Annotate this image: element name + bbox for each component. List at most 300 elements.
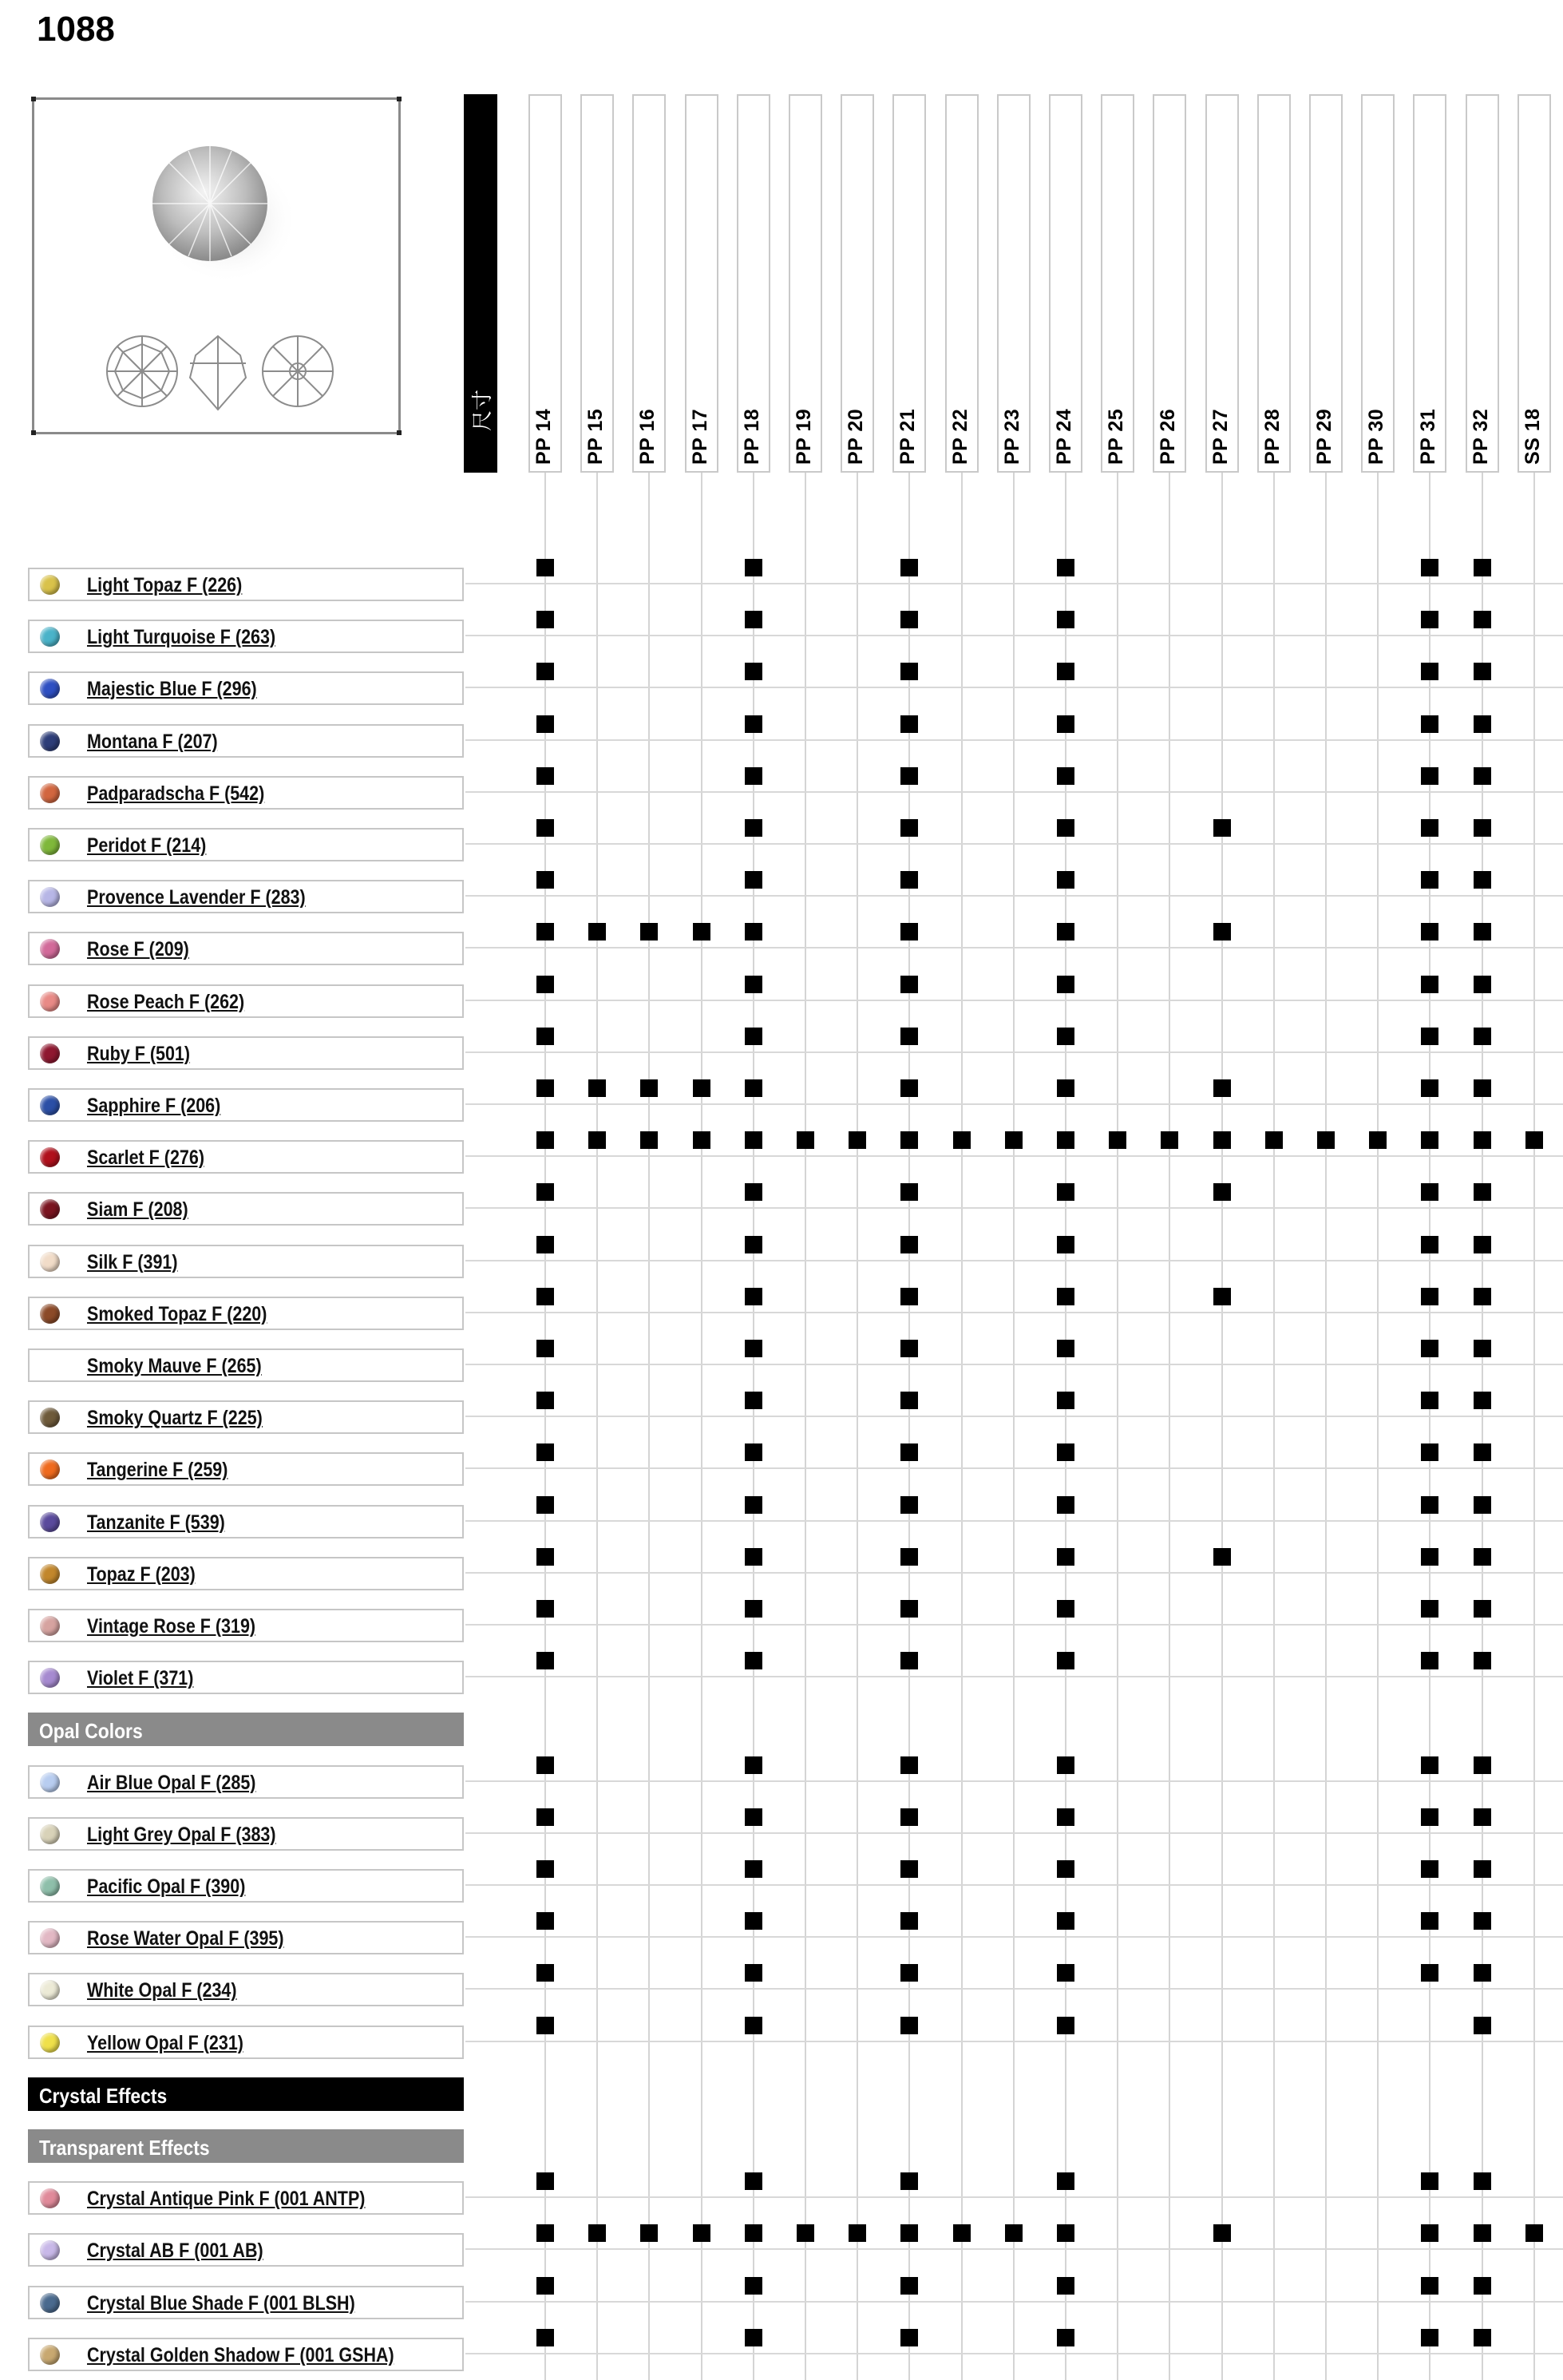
availability-mark bbox=[1421, 715, 1438, 733]
availability-mark bbox=[745, 2172, 762, 2190]
availability-mark bbox=[1057, 1496, 1074, 1514]
color-row bbox=[28, 724, 464, 758]
grid-row-line bbox=[465, 947, 1563, 948]
availability-mark bbox=[1421, 1652, 1438, 1669]
availability-mark bbox=[900, 1443, 918, 1461]
availability-mark bbox=[536, 715, 554, 733]
availability-mark bbox=[745, 1131, 762, 1149]
size-column-pp-27 bbox=[1205, 94, 1239, 473]
color-swatch-icon bbox=[40, 939, 60, 959]
size-column-label: PP 25 bbox=[1105, 408, 1128, 465]
color-swatch-icon bbox=[40, 2188, 60, 2208]
color-swatch-icon bbox=[40, 575, 60, 595]
availability-mark bbox=[1474, 2172, 1491, 2190]
grid-column-line bbox=[1482, 473, 1483, 2380]
grid-column-line bbox=[648, 473, 650, 2380]
color-name: Rose F (209) bbox=[87, 938, 189, 961]
size-column-label: PP 17 bbox=[688, 408, 711, 465]
size-column-pp-24 bbox=[1049, 94, 1082, 473]
grid-column-line bbox=[753, 473, 754, 2380]
availability-mark bbox=[1213, 1288, 1231, 1305]
availability-mark bbox=[693, 923, 710, 941]
availability-mark bbox=[640, 1131, 658, 1149]
availability-mark bbox=[1421, 1392, 1438, 1409]
color-swatch-icon bbox=[40, 2033, 60, 2053]
availability-mark bbox=[1057, 1079, 1074, 1097]
color-name: Rose Peach F (262) bbox=[87, 990, 245, 1013]
availability-mark bbox=[536, 2017, 554, 2034]
color-row bbox=[28, 1869, 464, 1903]
availability-mark bbox=[900, 923, 918, 941]
availability-mark bbox=[1421, 2277, 1438, 2295]
availability-mark bbox=[536, 2277, 554, 2295]
availability-mark bbox=[1474, 1288, 1491, 1305]
grid-row-line bbox=[465, 1260, 1563, 1261]
color-row bbox=[28, 1557, 464, 1590]
availability-mark bbox=[1474, 1131, 1491, 1149]
color-name: Smoky Mauve F (265) bbox=[87, 1355, 262, 1377]
availability-mark bbox=[1213, 819, 1231, 837]
availability-mark bbox=[536, 611, 554, 628]
grid-column-line bbox=[1013, 473, 1015, 2380]
availability-mark bbox=[1057, 1392, 1074, 1409]
size-column-label: PP 31 bbox=[1417, 408, 1440, 465]
grid-row-line bbox=[465, 1676, 1563, 1677]
availability-mark bbox=[536, 1288, 554, 1305]
grid-column-line bbox=[1377, 473, 1379, 2380]
availability-mark bbox=[536, 2224, 554, 2242]
color-swatch-icon bbox=[40, 679, 60, 699]
availability-mark bbox=[1474, 1756, 1491, 1774]
color-row bbox=[28, 1297, 464, 1330]
size-column-label: SS 18 bbox=[1521, 408, 1544, 465]
color-row bbox=[28, 1505, 464, 1538]
availability-mark bbox=[1474, 1600, 1491, 1618]
availability-mark bbox=[1474, 1548, 1491, 1566]
availability-mark bbox=[953, 2224, 971, 2242]
availability-mark bbox=[536, 1079, 554, 1097]
color-swatch-icon bbox=[40, 783, 60, 803]
grid-column-line bbox=[544, 473, 546, 2380]
availability-mark bbox=[1421, 871, 1438, 889]
availability-mark bbox=[1057, 1808, 1074, 1826]
availability-mark bbox=[1421, 819, 1438, 837]
availability-mark bbox=[1525, 2224, 1543, 2242]
color-name: Pacific Opal F (390) bbox=[87, 1875, 246, 1898]
size-column-label: PP 18 bbox=[740, 408, 763, 465]
availability-mark bbox=[1474, 559, 1491, 576]
section-title: Crystal Effects bbox=[39, 2083, 168, 2108]
grid-row-line bbox=[465, 1624, 1563, 1626]
color-row bbox=[28, 1661, 464, 1694]
availability-mark bbox=[536, 1964, 554, 1982]
grid-row-line bbox=[465, 2248, 1563, 2250]
availability-mark bbox=[900, 1964, 918, 1982]
availability-mark bbox=[1421, 1496, 1438, 1514]
availability-mark bbox=[745, 1183, 762, 1201]
availability-mark bbox=[900, 2329, 918, 2346]
color-swatch-icon bbox=[40, 1616, 60, 1636]
availability-mark bbox=[536, 2329, 554, 2346]
size-column-pp-31 bbox=[1413, 94, 1446, 473]
availability-mark bbox=[745, 1756, 762, 1774]
grid-row-line bbox=[465, 791, 1563, 793]
color-swatch-icon bbox=[40, 731, 60, 751]
size-column-pp-19 bbox=[789, 94, 822, 473]
availability-mark bbox=[745, 1028, 762, 1045]
availability-mark bbox=[745, 1443, 762, 1461]
availability-mark bbox=[1057, 1443, 1074, 1461]
color-name: Tanzanite F (539) bbox=[87, 1511, 225, 1534]
color-name: Sapphire F (206) bbox=[87, 1095, 221, 1117]
color-swatch-icon bbox=[40, 1512, 60, 1532]
availability-mark bbox=[1057, 1548, 1074, 1566]
grid-row-line bbox=[465, 1000, 1563, 1001]
availability-mark bbox=[900, 2017, 918, 2034]
color-row bbox=[28, 2286, 464, 2319]
size-column-pp-16 bbox=[632, 94, 666, 473]
color-swatch-icon bbox=[40, 1876, 60, 1896]
availability-mark bbox=[745, 559, 762, 576]
grid-row-line bbox=[465, 1832, 1563, 1834]
color-swatch-icon bbox=[40, 1408, 60, 1428]
availability-mark bbox=[745, 1808, 762, 1826]
availability-mark bbox=[536, 1236, 554, 1253]
color-name: Crystal Antique Pink F (001 ANTP) bbox=[87, 2188, 366, 2211]
color-name: Topaz F (203) bbox=[87, 1562, 196, 1586]
availability-mark bbox=[797, 1131, 814, 1149]
availability-mark bbox=[745, 1392, 762, 1409]
availability-mark bbox=[900, 1340, 918, 1357]
color-name: Rose Water Opal F (395) bbox=[87, 1927, 284, 1950]
color-swatch-icon bbox=[40, 1564, 60, 1584]
size-column-pp-17 bbox=[685, 94, 718, 473]
availability-mark bbox=[1057, 663, 1074, 680]
availability-mark bbox=[1474, 1183, 1491, 1201]
availability-mark bbox=[1369, 1131, 1387, 1149]
page-title: 1088 bbox=[37, 10, 115, 49]
availability-mark bbox=[1057, 1028, 1074, 1045]
color-name: Vintage Rose F (319) bbox=[87, 1615, 256, 1637]
availability-mark bbox=[745, 976, 762, 993]
availability-mark bbox=[1474, 663, 1491, 680]
color-name: Light Grey Opal F (383) bbox=[87, 1823, 276, 1846]
availability-mark bbox=[536, 559, 554, 576]
size-column-pp-21 bbox=[892, 94, 926, 473]
availability-mark bbox=[1057, 2329, 1074, 2346]
availability-mark bbox=[1421, 976, 1438, 993]
availability-mark bbox=[536, 1912, 554, 1930]
color-swatch-icon bbox=[40, 1772, 60, 1792]
grid-row-line bbox=[465, 1936, 1563, 1938]
grid-row-line bbox=[465, 2196, 1563, 2198]
size-column-pp-20 bbox=[841, 94, 874, 473]
availability-mark bbox=[1421, 1756, 1438, 1774]
availability-mark bbox=[900, 2224, 918, 2242]
availability-mark bbox=[745, 767, 762, 785]
availability-mark bbox=[1474, 1652, 1491, 1669]
color-swatch-icon bbox=[40, 1199, 60, 1219]
availability-mark bbox=[1421, 1443, 1438, 1461]
color-name: Majestic Blue F (296) bbox=[87, 678, 257, 701]
availability-mark bbox=[745, 1340, 762, 1357]
availability-mark bbox=[745, 2017, 762, 2034]
availability-mark bbox=[640, 2224, 658, 2242]
availability-mark bbox=[1474, 1028, 1491, 1045]
availability-mark bbox=[1474, 767, 1491, 785]
color-row bbox=[28, 1921, 464, 1954]
availability-mark bbox=[1421, 663, 1438, 680]
availability-mark bbox=[1421, 1028, 1438, 1045]
availability-mark bbox=[1057, 1183, 1074, 1201]
availability-mark bbox=[1057, 819, 1074, 837]
availability-mark bbox=[588, 2224, 606, 2242]
availability-mark bbox=[1474, 1392, 1491, 1409]
size-column-label: PP 28 bbox=[1260, 408, 1284, 465]
color-swatch-icon bbox=[40, 1668, 60, 1688]
availability-mark bbox=[1265, 1131, 1283, 1149]
grid-row-line bbox=[465, 1884, 1563, 1886]
grid-row-line bbox=[465, 2041, 1563, 2042]
availability-mark bbox=[745, 1964, 762, 1982]
color-swatch-icon bbox=[40, 1824, 60, 1844]
grid-row-line bbox=[465, 583, 1563, 584]
availability-mark bbox=[900, 1808, 918, 1826]
size-column-label: PP 19 bbox=[793, 408, 815, 465]
availability-mark bbox=[745, 611, 762, 628]
size-column-label: PP 24 bbox=[1053, 408, 1075, 465]
availability-mark bbox=[849, 1131, 866, 1149]
availability-mark bbox=[745, 871, 762, 889]
availability-mark bbox=[536, 1548, 554, 1566]
color-row bbox=[28, 1609, 464, 1642]
availability-mark bbox=[900, 819, 918, 837]
availability-mark bbox=[693, 1079, 710, 1097]
availability-mark bbox=[693, 1131, 710, 1149]
availability-mark bbox=[900, 715, 918, 733]
availability-mark bbox=[1421, 1183, 1438, 1201]
availability-mark bbox=[1421, 1808, 1438, 1826]
section-header-crystal-effects bbox=[28, 2077, 464, 2111]
availability-mark bbox=[1057, 2017, 1074, 2034]
grid-column-line bbox=[1533, 473, 1535, 2380]
availability-mark bbox=[1057, 1236, 1074, 1253]
size-column-label: PP 29 bbox=[1313, 408, 1335, 465]
grid-row-line bbox=[465, 1207, 1563, 1209]
availability-mark bbox=[849, 2224, 866, 2242]
availability-mark bbox=[900, 1028, 918, 1045]
grid-column-line bbox=[857, 473, 858, 2380]
availability-mark bbox=[640, 923, 658, 941]
availability-mark bbox=[1421, 1860, 1438, 1878]
availability-mark bbox=[1057, 871, 1074, 889]
grid-row-line bbox=[465, 1988, 1563, 1990]
availability-mark bbox=[745, 819, 762, 837]
grid-column-line bbox=[596, 473, 598, 2380]
availability-mark bbox=[900, 2172, 918, 2190]
availability-mark bbox=[1421, 1964, 1438, 1982]
availability-mark bbox=[1213, 2224, 1231, 2242]
color-row bbox=[28, 671, 464, 705]
size-column-ss-18 bbox=[1517, 94, 1551, 473]
availability-mark bbox=[588, 923, 606, 941]
color-row bbox=[28, 1817, 464, 1851]
availability-mark bbox=[1474, 1912, 1491, 1930]
availability-mark bbox=[640, 1079, 658, 1097]
size-column-label: PP 30 bbox=[1365, 408, 1388, 465]
color-swatch-icon bbox=[40, 1459, 60, 1479]
size-column-pp-28 bbox=[1257, 94, 1291, 473]
availability-mark bbox=[536, 1131, 554, 1149]
availability-mark bbox=[1474, 1079, 1491, 1097]
availability-mark bbox=[1057, 1912, 1074, 1930]
grid-row-line bbox=[465, 687, 1563, 688]
availability-mark bbox=[745, 1600, 762, 1618]
size-column-pp-29 bbox=[1309, 94, 1343, 473]
grid-row-line bbox=[465, 1312, 1563, 1313]
color-row bbox=[28, 1245, 464, 1278]
color-name: Crystal Golden Shadow F (001 GSHA) bbox=[87, 2343, 394, 2366]
availability-mark bbox=[1421, 923, 1438, 941]
availability-mark bbox=[1474, 2017, 1491, 2034]
availability-mark bbox=[1474, 2277, 1491, 2295]
availability-mark bbox=[1057, 1756, 1074, 1774]
availability-mark bbox=[1057, 2172, 1074, 2190]
color-name: Smoky Quartz F (225) bbox=[87, 1407, 263, 1430]
availability-mark bbox=[900, 1131, 918, 1149]
color-row bbox=[28, 1348, 464, 1382]
size-header-label: 尺寸 bbox=[470, 389, 494, 431]
size-column-pp-22 bbox=[945, 94, 979, 473]
availability-mark bbox=[1213, 1079, 1231, 1097]
color-swatch-icon bbox=[40, 1980, 60, 2000]
availability-mark bbox=[1057, 1964, 1074, 1982]
size-column-label: PP 20 bbox=[845, 408, 868, 465]
availability-mark bbox=[1057, 923, 1074, 941]
availability-mark bbox=[1057, 559, 1074, 576]
availability-mark bbox=[1421, 1288, 1438, 1305]
availability-mark bbox=[900, 1288, 918, 1305]
size-column-label: PP 16 bbox=[636, 408, 659, 465]
availability-mark bbox=[1474, 923, 1491, 941]
color-name: Scarlet F (276) bbox=[87, 1146, 204, 1170]
availability-mark bbox=[1109, 1131, 1126, 1149]
grid-row-line bbox=[465, 2301, 1563, 2303]
size-column-pp-15 bbox=[580, 94, 614, 473]
availability-mark bbox=[1213, 1183, 1231, 1201]
availability-mark bbox=[1057, 2224, 1074, 2242]
availability-mark bbox=[797, 2224, 814, 2242]
availability-mark bbox=[1421, 2224, 1438, 2242]
availability-mark bbox=[1474, 2329, 1491, 2346]
availability-mark bbox=[1421, 1548, 1438, 1566]
color-name: Montana F (207) bbox=[87, 730, 218, 753]
size-column-label: PP 22 bbox=[948, 408, 971, 465]
grid-row-line bbox=[465, 1416, 1563, 1417]
availability-mark bbox=[588, 1079, 606, 1097]
color-name: Light Topaz F (226) bbox=[87, 574, 243, 596]
availability-mark bbox=[536, 1808, 554, 1826]
size-column-label: PP 26 bbox=[1157, 408, 1180, 465]
availability-mark bbox=[1474, 1964, 1491, 1982]
availability-mark bbox=[745, 1912, 762, 1930]
availability-mark bbox=[536, 1028, 554, 1045]
availability-mark bbox=[900, 1756, 918, 1774]
availability-mark bbox=[1474, 1443, 1491, 1461]
color-swatch-icon bbox=[40, 1304, 60, 1324]
availability-mark bbox=[536, 871, 554, 889]
availability-mark bbox=[900, 1652, 918, 1669]
color-row bbox=[28, 1140, 464, 1174]
color-swatch-icon bbox=[40, 1252, 60, 1272]
color-swatch-icon bbox=[40, 1095, 60, 1115]
grid-row-line bbox=[465, 1103, 1563, 1105]
availability-mark bbox=[1213, 1131, 1231, 1149]
color-row bbox=[28, 620, 464, 653]
availability-mark bbox=[745, 1236, 762, 1253]
availability-mark bbox=[1474, 1236, 1491, 1253]
availability-mark bbox=[745, 1288, 762, 1305]
color-name: Crystal AB F (001 AB) bbox=[87, 2239, 263, 2263]
size-column-pp-23 bbox=[997, 94, 1031, 473]
color-row bbox=[28, 880, 464, 913]
color-row bbox=[28, 1192, 464, 1226]
grid-column-line bbox=[1221, 473, 1223, 2380]
color-name: Air Blue Opal F (285) bbox=[87, 1771, 256, 1794]
availability-mark bbox=[536, 1340, 554, 1357]
color-name: Crystal Blue Shade F (001 BLSH) bbox=[87, 2291, 355, 2315]
availability-mark bbox=[536, 1860, 554, 1878]
color-row bbox=[28, 984, 464, 1018]
availability-mark bbox=[1421, 1912, 1438, 1930]
size-column-pp-30 bbox=[1361, 94, 1395, 473]
availability-mark bbox=[745, 1079, 762, 1097]
color-row bbox=[28, 2233, 464, 2267]
grid-column-line bbox=[701, 473, 702, 2380]
availability-mark bbox=[1474, 715, 1491, 733]
availability-mark bbox=[536, 1443, 554, 1461]
availability-mark bbox=[1005, 1131, 1023, 1149]
availability-mark bbox=[1057, 767, 1074, 785]
size-column-pp-32 bbox=[1466, 94, 1499, 473]
availability-mark bbox=[1057, 1340, 1074, 1357]
color-name: Yellow Opal F (231) bbox=[87, 2031, 243, 2054]
availability-mark bbox=[900, 1236, 918, 1253]
availability-mark bbox=[1421, 1340, 1438, 1357]
availability-mark bbox=[536, 767, 554, 785]
size-column-pp-14 bbox=[528, 94, 562, 473]
availability-mark bbox=[1161, 1131, 1178, 1149]
grid-column-line bbox=[1429, 473, 1430, 2380]
stone-illustration bbox=[34, 100, 398, 432]
availability-mark bbox=[745, 1548, 762, 1566]
availability-mark bbox=[536, 819, 554, 837]
size-column-label: PP 15 bbox=[584, 408, 607, 465]
color-row bbox=[28, 1088, 464, 1122]
grid-row-line bbox=[465, 1467, 1563, 1469]
availability-mark bbox=[1057, 1131, 1074, 1149]
availability-mark bbox=[745, 715, 762, 733]
availability-mark bbox=[1525, 1131, 1543, 1149]
color-swatch-icon bbox=[40, 2293, 60, 2313]
availability-mark bbox=[1421, 1600, 1438, 1618]
color-swatch-icon bbox=[40, 835, 60, 855]
color-row bbox=[28, 828, 464, 861]
availability-mark bbox=[900, 871, 918, 889]
availability-mark bbox=[1057, 2277, 1074, 2295]
availability-mark bbox=[745, 1860, 762, 1878]
grid-row-line bbox=[465, 1780, 1563, 1782]
